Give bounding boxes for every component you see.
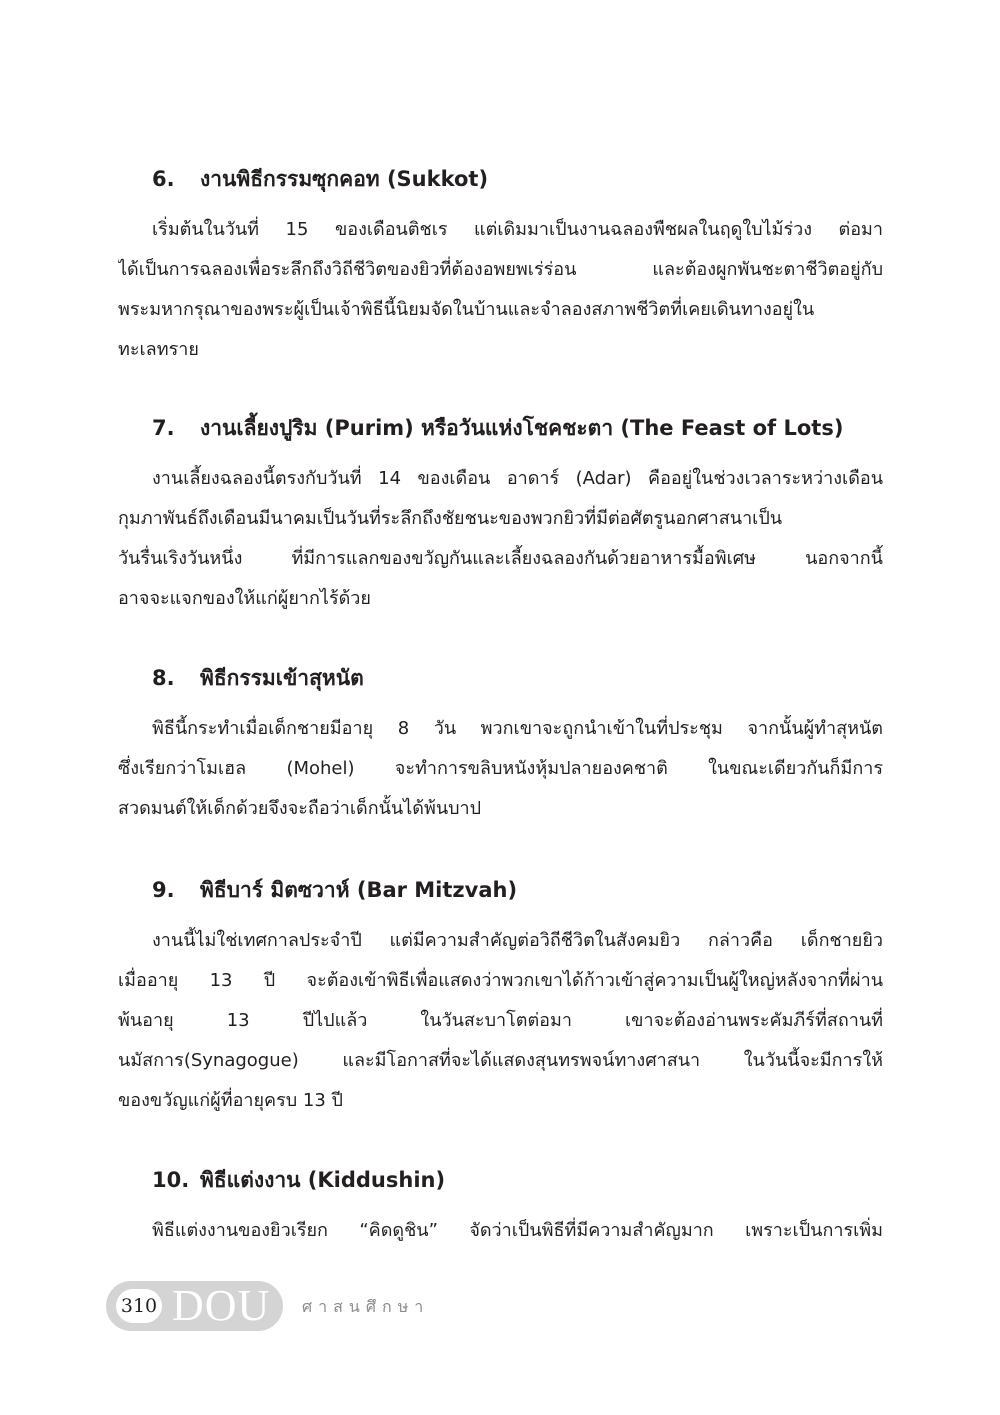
paragraph-line: วันรื่นเริงวันหนึ่ง ที่มีการแลกของขวัญกันและเลี้ยงฉลองกันด้วยอาหารมื้อพิเศษ นอกจากนี้ <box>118 548 883 569</box>
section-number: 9. <box>152 878 175 902</box>
paragraph-line: ได้เป็นการฉลองเพื่อระลึกถึงวิถีชีวิตของยิวที่ต้องอพยพเร่ร่อน และต้องผูกพันชะตาชีวิตอยู่กับ <box>118 259 883 280</box>
paragraph-line: นมัสการ(Synagogue) และมีโอกาสที่จะได้แสดงสุนทรพจน์ทางศาสนา ในวันนี้จะมีการให้ <box>118 1050 883 1071</box>
section-number: 8. <box>152 666 175 690</box>
paragraph-line: งานนี้ไม่ใช่เทศกาลประจำปี แต่มีความสำคัญต่อวิถีชีวิตในสังคมยิว กล่าวคือ เด็กชายยิว <box>152 930 883 951</box>
paragraph-line: งานเลี้ยงฉลองนี้ตรงกับวันที่ 14 ของเดือน อาดาร์ (Adar) คืออยู่ในช่วงเวลาระหว่างเดือน <box>152 468 883 489</box>
section-number: 6. <box>152 167 175 191</box>
page-number: 310 <box>116 1289 162 1323</box>
section-paragraph <box>118 459 883 619</box>
paragraph-line: ของขวัญแก่ผู้ที่อายุครบ 13 ปี <box>118 1090 343 1111</box>
section-heading <box>118 873 883 907</box>
section-title: งานเลี้ยงปูริม (Purim) หรือวันแห่งโชคชะตา (The Feast of Lots) <box>200 416 844 440</box>
section-paragraph <box>118 709 883 829</box>
section-10 <box>118 1163 883 1251</box>
section-heading <box>118 162 883 196</box>
paragraph-line: เริ่มต้นในวันที่ 15 ของเดือนติชเร แต่เดิมมาเป็นงานฉลองพืชผลในฤดูใบไม้ร่วง ต่อมา <box>152 219 883 240</box>
section-7 <box>118 411 883 619</box>
section-number: 7. <box>152 416 175 440</box>
section-title: งานพิธีกรรมซุกคอท (Sukkot) <box>200 167 489 191</box>
paragraph-line: พิธีนี้กระทำเมื่อเด็กชายมีอายุ 8 วัน พวกเขาจะถูกนำเข้าในที่ประชุม จากนั้นผู้ทำสุหนัต <box>152 718 883 739</box>
paragraph-line: กุมภาพันธ์ถึงเดือนมีนาคมเป็นวันที่ระลึกถึงชัยชนะของพวกยิวที่มีต่อศัตรูนอกศาสนาเป็น <box>118 508 783 529</box>
dou-logo: DOU <box>172 1281 271 1330</box>
section-title: พิธีบาร์ มิตซวาห์ (Bar Mitzvah) <box>200 878 518 902</box>
footer-badge <box>106 1281 283 1331</box>
paragraph-line: อาจจะแจกของให้แก่ผู้ยากไร้ด้วย <box>118 588 371 609</box>
section-8 <box>118 661 883 829</box>
paragraph-line: ซึ่งเรียกว่าโมเฮล (Mohel) จะทำการขลิบหนังหุ้มปลายองคชาติ ในขณะเดียวกันก็มีการ <box>118 758 883 779</box>
paragraph-line: สวดมนต์ให้เด็กด้วยจึงจะถือว่าเด็กนั้นได้พ้นบาป <box>118 798 482 819</box>
paragraph-line: พ้นอายุ 13 ปีไปแล้ว ในวันสะบาโตต่อมา เขาจะต้องอ่านพระคัมภีร์ที่สถานที่ <box>118 1010 883 1031</box>
book-title: ศาสนศึกษา <box>302 1297 430 1316</box>
section-paragraph <box>118 1211 883 1251</box>
section-title: พิธีแต่งงาน (Kiddushin) <box>200 1168 446 1192</box>
paragraph-line: พิธีแต่งงานของยิวเรียก “คิดดูชิน” จัดว่าเป็นพิธีที่มีความสำคัญมาก เพราะเป็นการเพิ่ม <box>152 1220 883 1241</box>
paragraph-line: พระมหากรุณาของพระผู้เป็นเจ้าพิธีนี้นิยมจัดในบ้านและจำลองสภาพชีวิตที่เคยเดินทางอยู่ใน <box>118 299 815 320</box>
section-paragraph <box>118 210 883 370</box>
section-heading <box>118 1163 883 1197</box>
section-title: พิธีกรรมเข้าสุหนัต <box>200 666 364 690</box>
paragraph-line: เมื่ออายุ 13 ปี จะต้องเข้าพิธีเพื่อแสดงว่าพวกเขาได้ก้าวเข้าสู่ความเป็นผู้ใหญ่หลังจากที่ผ่าน <box>118 970 883 991</box>
section-paragraph <box>118 921 883 1121</box>
section-6 <box>118 162 883 370</box>
section-heading <box>118 661 883 695</box>
section-number: 10. <box>152 1168 190 1192</box>
paragraph-line: ทะเลทราย <box>118 339 199 360</box>
section-heading <box>118 411 883 445</box>
section-9 <box>118 873 883 1121</box>
